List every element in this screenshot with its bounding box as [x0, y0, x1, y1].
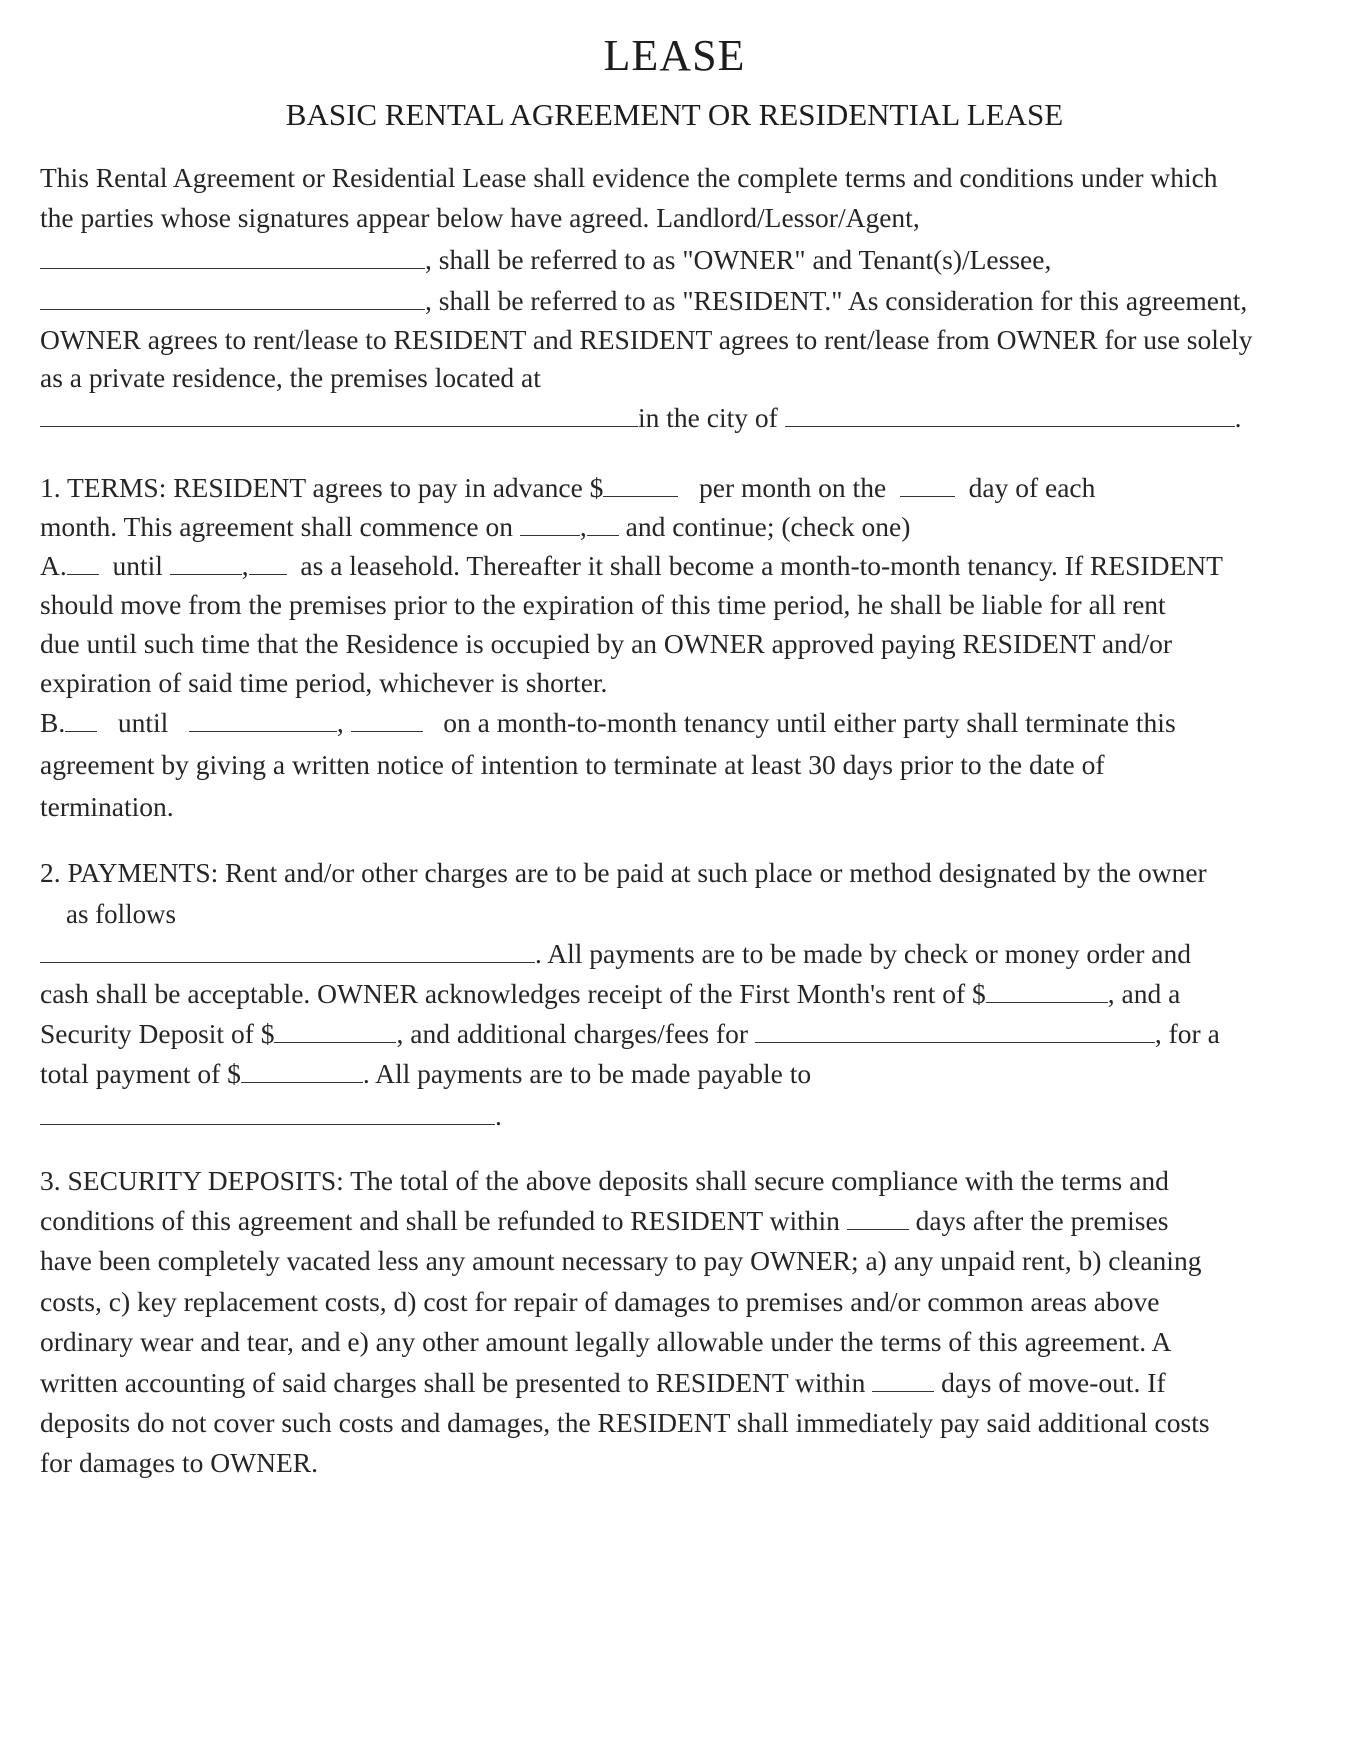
- document-subtitle: BASIC RENTAL AGREEMENT OR RESIDENTIAL LEASE: [285, 97, 1064, 132]
- payments-line-5b: , and additional charges/fees for: [396, 1018, 748, 1049]
- intro-line-3: [40, 242, 1310, 278]
- terms-line-1a: 1. TERMS: RESIDENT agrees to pay in advance $: [40, 472, 604, 503]
- intro-line-4-text: , shall be referred to as "RESIDENT." As consideration for this agreement,: [425, 285, 1248, 316]
- option-a-until-date[interactable]: [170, 550, 242, 575]
- accounting-days-blank[interactable]: [872, 1367, 934, 1392]
- intro-period: .: [1234, 402, 1242, 433]
- deposits-line-6: [40, 1365, 1310, 1401]
- intro-line-4: [40, 283, 1310, 319]
- option-b-check[interactable]: [65, 707, 97, 732]
- payments-line-3-text: . All payments are to be made by check or money order and: [535, 938, 1191, 969]
- payments-line-4: [40, 976, 1310, 1012]
- payments-line-4b: , and a: [1107, 978, 1181, 1009]
- terms-line-5: due until such time that the Residence is occupied by an OWNER approved paying RESIDENT and/or: [40, 628, 1173, 659]
- payments-line-5c: , for a: [1154, 1018, 1220, 1049]
- payment-method-blank[interactable]: [40, 938, 535, 963]
- terms-line-7: [40, 705, 1310, 741]
- payable-to-blank[interactable]: [40, 1100, 495, 1125]
- payments-line-5a: Security Deposit of $: [40, 1018, 275, 1049]
- terms-line-1c: day of each: [968, 472, 1096, 503]
- resident-name-blank[interactable]: [40, 285, 425, 310]
- deposits-line-2: [40, 1203, 1310, 1239]
- option-a-until-year[interactable]: [249, 550, 287, 575]
- commence-date-blank[interactable]: [520, 511, 580, 536]
- terms-line-1b: per month on the: [699, 472, 887, 503]
- rent-day-blank[interactable]: [900, 472, 955, 497]
- city-blank[interactable]: [785, 402, 1235, 427]
- terms-line-6: expiration of said time period, whichever is shorter.: [40, 667, 608, 698]
- terms-line-7b: until: [117, 707, 169, 738]
- option-a-label: A.: [40, 550, 67, 581]
- payments-line-6a: total payment of $: [40, 1058, 241, 1089]
- payments-line-1: 2. PAYMENTS: Rent and/or other charges are to be paid at such place or method designated by the owner: [40, 857, 1207, 888]
- deposits-line-3: have been completely vacated less any amount necessary to pay OWNER; a) any unpaid rent, b) cleaning: [40, 1245, 1202, 1276]
- premises-address-blank[interactable]: [40, 402, 638, 427]
- option-b-label: B.: [40, 707, 66, 738]
- option-a-check[interactable]: [67, 550, 99, 575]
- intro-line-3-text: , shall be referred to as "OWNER" and Tenant(s)/Lessee,: [425, 244, 1052, 275]
- terms-line-1: [40, 470, 1310, 506]
- terms-line-3b: until: [112, 550, 163, 581]
- deposits-line-2b: days after the premises: [915, 1205, 1169, 1236]
- in-the-city-of-label: in the city of: [638, 402, 778, 433]
- terms-line-8: agreement by giving a written notice of intention to terminate at least 30 days prior to the date of: [40, 749, 1105, 780]
- owner-name-blank[interactable]: [40, 244, 425, 269]
- payments-line-2: as follows: [66, 898, 176, 929]
- deposits-line-4: costs, c) key replacement costs, d) cost for repair of damages to premises and/or common areas above: [40, 1286, 1160, 1317]
- deposits-line-8: for damages to OWNER.: [40, 1447, 318, 1478]
- deposits-line-6a: written accounting of said charges shall be presented to RESIDENT within: [40, 1367, 866, 1398]
- total-payment-blank[interactable]: [241, 1058, 363, 1083]
- rent-amount-blank[interactable]: [603, 472, 678, 497]
- payments-line-5: [40, 1016, 1310, 1052]
- terms-line-2a: month. This agreement shall commence on: [40, 511, 513, 542]
- payments-line-3: [40, 936, 1310, 972]
- payments-line-7-text: .: [495, 1100, 502, 1131]
- payments-line-4a: cash shall be acceptable. OWNER acknowledges receipt of the First Month's rent of $: [40, 978, 986, 1009]
- intro-line-7: [40, 400, 1310, 436]
- deposits-line-2a: conditions of this agreement and shall be refunded to RESIDENT within: [40, 1205, 840, 1236]
- intro-line-6: as a private residence, the premises located at: [40, 362, 541, 393]
- security-deposit-blank[interactable]: [274, 1018, 396, 1043]
- deposits-line-7: deposits do not cover such costs and damages, the RESIDENT shall immediately pay said additional costs: [40, 1407, 1210, 1438]
- terms-line-7c: ,: [336, 707, 344, 738]
- terms-line-3c: ,: [241, 550, 249, 581]
- first-month-rent-blank[interactable]: [986, 978, 1108, 1003]
- commence-year-blank[interactable]: [587, 511, 619, 536]
- option-b-until-date[interactable]: [189, 707, 337, 732]
- terms-line-3d: as a leasehold. Thereafter it shall become a month-to-month tenancy. If RESIDENT: [300, 550, 1223, 581]
- terms-line-2: [40, 509, 1310, 545]
- payments-line-6b: . All payments are to be made payable to: [362, 1058, 812, 1089]
- terms-line-7d: on a month-to-month tenancy until either party shall terminate this: [443, 707, 1176, 738]
- deposits-line-1: 3. SECURITY DEPOSITS: The total of the above deposits shall secure compliance with the terms and: [40, 1165, 1169, 1196]
- terms-line-9: termination.: [40, 791, 174, 822]
- additional-fees-blank[interactable]: [755, 1018, 1155, 1043]
- terms-line-2b: ,: [579, 511, 587, 542]
- terms-line-2c: and continue; (check one): [625, 511, 911, 542]
- payments-line-6: [40, 1056, 1310, 1092]
- intro-line-5: OWNER agrees to rent/lease to RESIDENT and RESIDENT agrees to rent/lease from OWNER for use solely: [40, 324, 1253, 355]
- refund-days-blank[interactable]: [847, 1205, 909, 1230]
- payments-line-7: [40, 1098, 1310, 1134]
- document-title: LEASE: [603, 31, 746, 80]
- terms-line-3: [40, 548, 1310, 584]
- deposits-line-5: ordinary wear and tear, and e) any other amount legally allowable under the terms of this agreement. A: [40, 1326, 1172, 1357]
- terms-line-4: should move from the premises prior to the expiration of this time period, he shall be liable for all rent: [40, 589, 1166, 620]
- intro-line-2: the parties whose signatures appear below have agreed. Landlord/Lessor/Agent,: [40, 202, 920, 233]
- intro-line-1: This Rental Agreement or Residential Lease shall evidence the complete terms and conditions under which: [40, 162, 1218, 193]
- option-b-until-year[interactable]: [351, 707, 423, 732]
- deposits-line-6b: days of move-out. If: [941, 1367, 1166, 1398]
